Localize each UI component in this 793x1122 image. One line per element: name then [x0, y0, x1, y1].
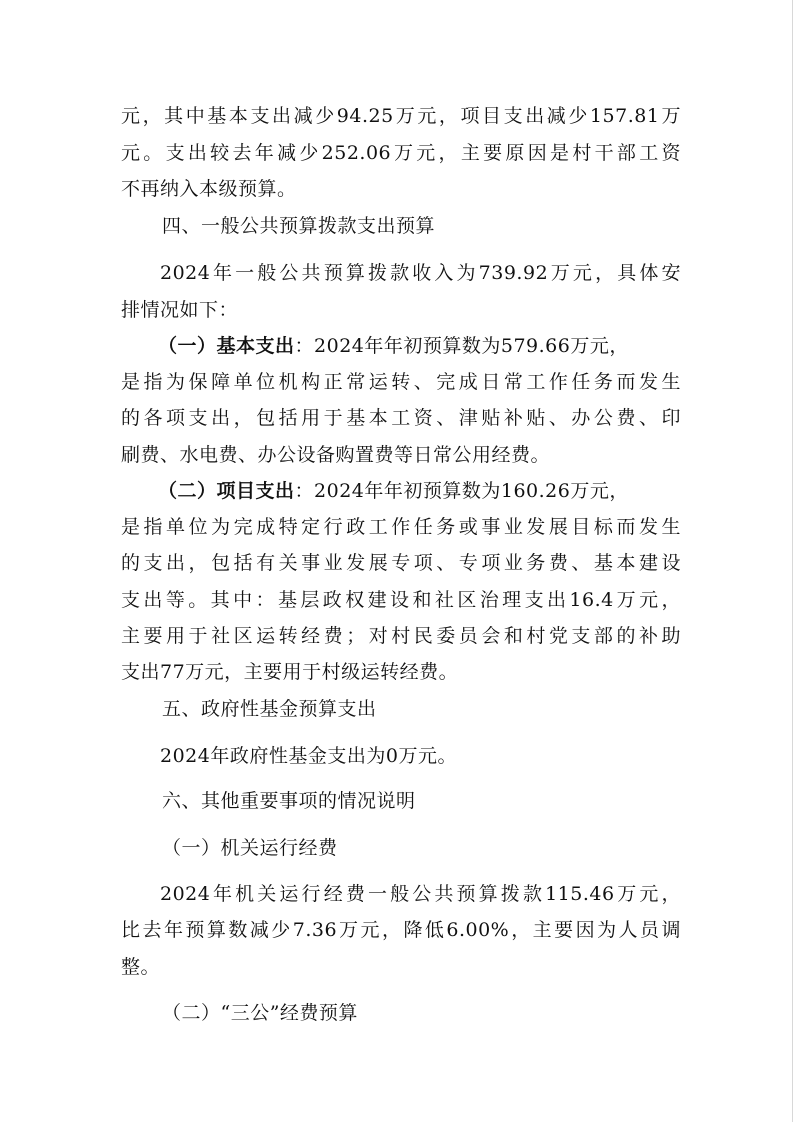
- paragraph-line: 整。: [121, 956, 161, 978]
- paragraph-line: 比去年预算数减少7.36万元，降低6.00%，主要因为人员调: [121, 919, 681, 941]
- paragraph-line: 是指单位为完成特定行政工作任务或事业发展目标而发生: [121, 516, 681, 538]
- basic-expenditure-first-line: [158, 334, 679, 358]
- project-expenditure-first-line: [158, 479, 679, 503]
- paragraph-line: 是指为保障单位机构正常运转、完成日常工作任务而发生: [121, 371, 681, 393]
- basic-expenditure-text: ：2024年年初预算数为579.66万元，: [294, 335, 629, 357]
- paragraph-line: 刷费、水电费、办公设备购置费等日常公用经费。: [121, 444, 551, 466]
- basic-expenditure-label: （一）基本支出: [158, 335, 295, 357]
- paragraph-line: 2024年一般公共预算拨款收入为739.92万元，具体安: [160, 262, 681, 284]
- section-heading-4: 四、一般公共预算拨款支出预算: [162, 215, 436, 237]
- paragraph-line: 元。支出较去年减少252.06万元，主要原因是村干部工资: [121, 142, 681, 164]
- subsection-heading-operating-costs: （一）机关运行经费: [162, 837, 338, 859]
- paragraph-line: 不再纳入本级预算。: [121, 178, 297, 200]
- paragraph-line: 支出77万元，主要用于村级运转经费。: [121, 661, 459, 683]
- section-heading-6: 六、其他重要事项的情况说明: [162, 790, 416, 812]
- paragraph-line: 2024年机关运行经费一般公共预算拨款115.46万元，: [160, 883, 681, 905]
- paragraph-line: 排情况如下：: [121, 299, 239, 321]
- paragraph-line: 2024年政府性基金支出为0万元。: [160, 745, 457, 767]
- subsection-heading-three-public: （二）“三公”经费预算: [162, 1002, 358, 1024]
- paragraph-line: 的支出，包括有关事业发展专项、专项业务费、基本建设: [121, 552, 681, 574]
- project-expenditure-text: ：2024年年初预算数为160.26万元，: [294, 480, 629, 502]
- section-heading-5: 五、政府性基金预算支出: [162, 698, 377, 720]
- project-expenditure-label: （二）项目支出: [158, 480, 295, 502]
- paragraph-line: 元，其中基本支出减少94.25万元，项目支出减少157.81万: [121, 105, 681, 127]
- paragraph-line: 支出等。其中：基层政权建设和社区治理支出16.4万元，: [121, 589, 681, 611]
- paragraph-line: 主要用于社区运转经费；对村民委员会和村党支部的补助: [121, 625, 681, 647]
- paragraph-line: 的各项支出，包括用于基本工资、津贴补贴、办公费、印: [121, 407, 681, 429]
